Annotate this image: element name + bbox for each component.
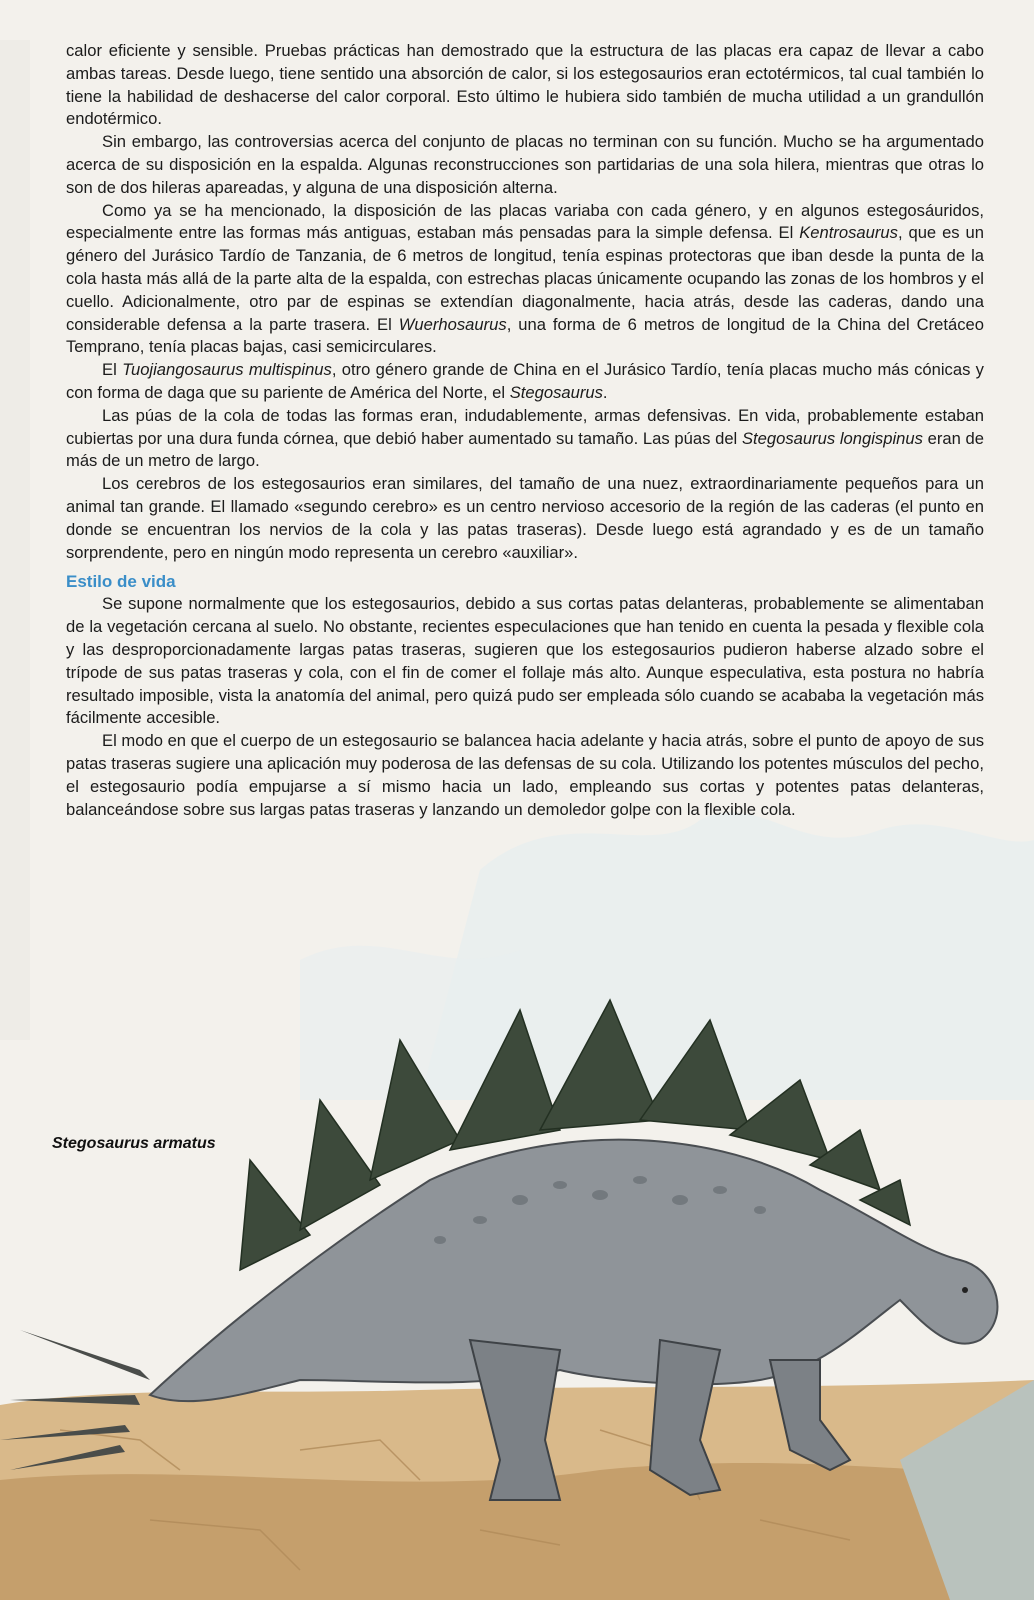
body-paragraph xyxy=(66,473,984,564)
text-run: , que es un género del Jurásico Tardío de Tanzania, de 6 metros de longitud, tenía espinas protectoras que iban desde la punta de la cola hasta más allá de la parte alta de la espalda, con estrechas placas únicamente ocupando las zonas de los hombros y el cuello. Adicionalmente, otro par de espinas se extendían diagonalmente, hacia atrás, desde las caderas, dando una considerable defensa a la parte trasera. El xyxy=(66,223,984,334)
species-name: Stegosaurus xyxy=(509,382,603,402)
paragraphs-before-heading xyxy=(66,40,984,564)
section-heading: Estilo de vida xyxy=(66,572,176,592)
species-name: Wuerhosaurus xyxy=(398,314,507,334)
article-body xyxy=(66,40,984,821)
text-run: . xyxy=(602,382,608,402)
text-run: Las púas de la cola de todas las formas eran, indudablemente, armas defensivas. En vida, probablemente estaban cubiertas por una dura funda córnea, que debió haber aumentado su tamaño. Las púas del xyxy=(66,405,984,448)
text-run: , una forma de 6 metros de longitud de la China del Cretáceo Temprano, tenía placas bajas, casi semicirculares. xyxy=(66,314,984,357)
figure-caption: Stegosaurus armatus xyxy=(52,1135,216,1152)
species-name: Tuojiangosaurus multispinus xyxy=(122,360,332,380)
body-paragraph xyxy=(66,730,984,821)
paragraphs-after-heading xyxy=(66,593,984,821)
text-run: Los cerebros de los estegosaurios eran similares, del tamaño de una nuez, extraordinariamente pequeños para un animal tan grande. El llamado «segundo cerebro» es un centro nervioso accesorio de la región de las caderas (el punto en donde se encuentran los nervios de la cola y las patas traseras). Desde luego está agrandado y es de un tamaño sorprendente, pero en ningún modo representa un cerebro «auxiliar». xyxy=(66,474,984,562)
text-run: Como ya se ha mencionado, la disposición de las placas variaba con cada género, y en algunos estegosáuridos, especialmente entre las formas más antiguas, estaban más pensadas para la simple defensa. El xyxy=(66,200,984,243)
body-paragraph xyxy=(66,593,984,730)
species-name: Kentrosaurus xyxy=(799,223,898,243)
text-run: eran de más de un metro de largo. xyxy=(66,428,984,471)
body-paragraph xyxy=(66,359,984,405)
text-run: El xyxy=(102,360,123,380)
stegosaurus-illustration xyxy=(0,995,1034,1600)
text-run: , otro género grande de China en el Jurásico Tardío, tenía placas mucho más cónicas y con forma de daga que su pariente de América del Norte, el xyxy=(66,360,984,402)
body-paragraph xyxy=(66,405,984,473)
species-name: Stegosaurus longispinus xyxy=(741,428,923,448)
text-run: calor eficiente y sensible. Pruebas prácticas han demostrado que la estructura de las placas era capaz de llevar a cabo ambas tareas. Desde luego, tiene sentido una absorción de calor, si los estegosaurios eran ectotérmicos, tal cual también lo tiene la habilidad de deshacerse del calor corporal. Esto último le hubiera sido también de mucha utilidad a un grandullón endotérmico. xyxy=(66,41,984,129)
text-run: Se supone normalmente que los estegosaurios, debido a sus cortas patas delanteras, probablemente se alimentaban de la vegetación cercana al suelo. No obstante, recientes especulaciones que han tenido en cuenta la pesada y flexible cola y las desproporcionadamente largas patas traseras, sugieren que los estegosaurios pudieron haberse alzado sobre el trípode de sus patas traseras y cola, con el fin de comer el follaje más alto. Aunque especulativa, esta postura no habría resultado imposible, vista la anatomía del animal, pero quizá pudo ser empleada sólo cuando se acababa la vegetación más fácilmente accesible. xyxy=(66,594,984,728)
body-paragraph xyxy=(66,40,984,131)
body-paragraph xyxy=(66,131,984,199)
text-run: Sin embargo, las controversias acerca del conjunto de placas no terminan con su función. Mucho se ha argumentado acerca de su disposición en la espalda. Algunas reconstrucciones son partidarias de una sola hilera, mientras que otras lo son de dos hileras apareadas, y alguna de una disposición alterna. xyxy=(66,132,984,197)
body-paragraph xyxy=(66,200,984,360)
text-run: El modo en que el cuerpo de un estegosaurio se balancea hacia adelante y hacia atrás, sobre el punto de apoyo de sus patas traseras sugiere una aplicación muy poderosa de las defensas de su cola. Utilizando los potentes músculos del pecho, el estegosaurio podía empujarse a sí mismo hacia un lado, empleando sus cortas y potentes patas delanteras, balanceándose sobre sus largas patas traseras y lanzando un demoledor golpe con la flexible cola. xyxy=(66,731,984,819)
dinosaur-eye xyxy=(962,1287,968,1293)
